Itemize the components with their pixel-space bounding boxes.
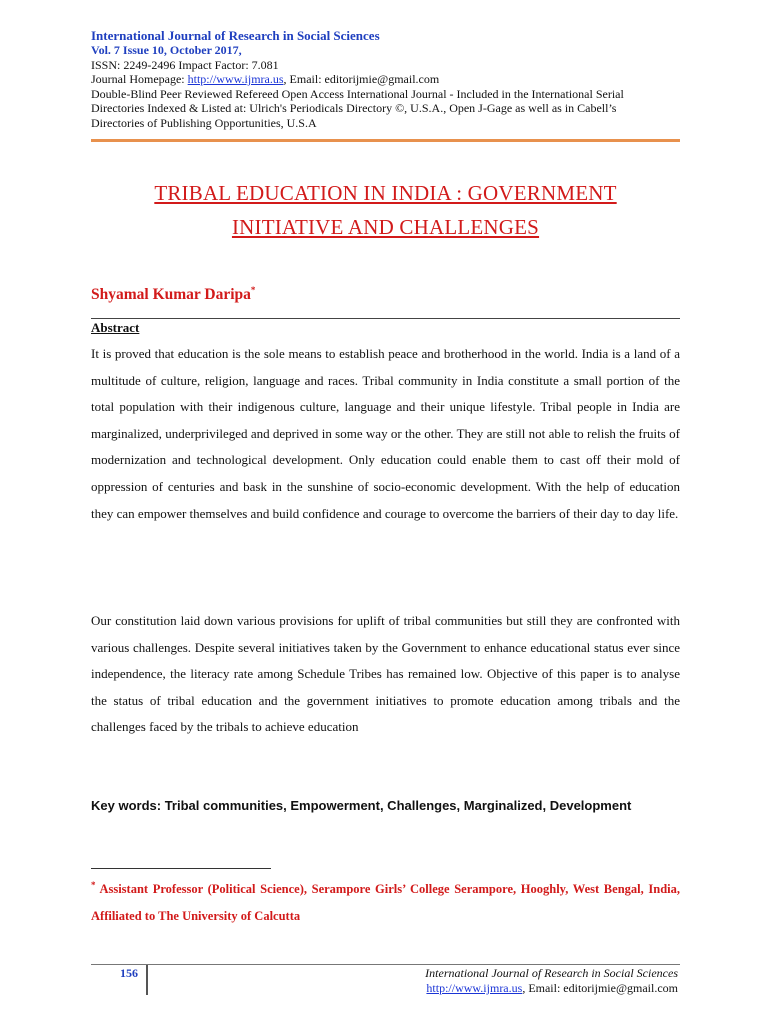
- footer-email: , Email: editorijmie@gmail.com: [522, 981, 678, 995]
- header-divider: [91, 139, 680, 142]
- page-number: 156: [120, 966, 138, 980]
- keywords-list: Tribal communities, Empowerment, Challenges, Marginalized, Development: [164, 798, 632, 813]
- footnote-mark: *: [91, 880, 96, 890]
- abstract-heading: Abstract: [91, 320, 140, 335]
- keywords: [91, 798, 631, 813]
- author-text: Shyamal Kumar Daripa: [91, 286, 251, 304]
- author-name: [91, 285, 255, 304]
- footer-journal-info: [425, 966, 678, 996]
- journal-header: [91, 28, 691, 131]
- header-email: , Email: editorijmie@gmail.com: [283, 72, 440, 87]
- journal-volume: Vol. 7 Issue 10, October 2017,: [91, 43, 242, 57]
- footer-journal-name: International Journal of Research in Social Sciences: [425, 966, 678, 980]
- footer-contact: [425, 981, 678, 996]
- homepage-link[interactable]: http://www.ijmra.us: [187, 72, 284, 87]
- paper-title-line-2: INITIATIVE AND CHALLENGES: [231, 215, 540, 239]
- abstract-paragraph-2: Our constitution laid down various provisions for uplift of tribal communities but still they are confronted with various challenges. Despite several initiatives taken by the Government to enhance educational status ever since independence, the literacy rate among Schedule Tribes has remained low. Objective of this paper is to analyse the status of tribal education and the government initiatives to promote education among tribals and the challenges faced by the tribals to achieve education: [91, 613, 680, 735]
- journal-issn: ISSN: 2249-2496 Impact Factor: 7.081: [91, 57, 279, 72]
- journal-homepage-line: [91, 72, 691, 87]
- journal-title: International Journal of Research in Social Sciences: [91, 28, 380, 43]
- footer-url-link[interactable]: http://www.ijmra.us: [426, 981, 523, 995]
- abstract-divider: [91, 318, 680, 319]
- footnote-text: Assistant Professor (Political Science), Serampore Girls’ College Serampore, Hooghly, West Bengal, India, Affiliated to The University of Calcutta: [91, 882, 680, 924]
- homepage-label: Journal Homepage:: [91, 72, 188, 87]
- paper-title: [91, 176, 680, 244]
- author-footnote-mark: *: [250, 285, 256, 295]
- abstract-paragraph-1: It is proved that education is the sole means to establish peace and brotherhood in the world. India is a land of a multitude of culture, religion, language and races. Tribal community in India constitute a small portion of the total population with their indigenous culture, language and their unique lifestyle. Tribal people in India are marginalized, underprivileged and deprived in some way or the other. They are still not able to relish the fruits of modernization and technological development. Only education could enable them to cast off their mold of oppression of centuries and bask in the sunshine of socio-economic development. With the help of education they can empower themselves and build confidence and courage to overcome the barriers of their day to day life.: [91, 346, 680, 521]
- journal-description-1: Double-Blind Peer Reviewed Refereed Open Access International Journal - Included in the International Serial: [91, 86, 624, 101]
- footer-vertical-rule: [146, 965, 148, 995]
- footer-divider: [91, 964, 680, 965]
- journal-description-2: Directories Indexed & Listed at: Ulrich's Periodicals Directory ©, U.S.A., Open J-Gage as well as in Cabell’s: [91, 101, 617, 116]
- journal-description-3: Directories of Publishing Opportunities, U.S.A: [91, 115, 317, 130]
- footnote-divider: [91, 868, 271, 869]
- author-affiliation-footnote: [91, 872, 680, 930]
- keywords-label: Key words:: [91, 798, 165, 813]
- paper-title-line-1: TRIBAL EDUCATION IN INDIA : GOVERNMENT: [154, 181, 617, 205]
